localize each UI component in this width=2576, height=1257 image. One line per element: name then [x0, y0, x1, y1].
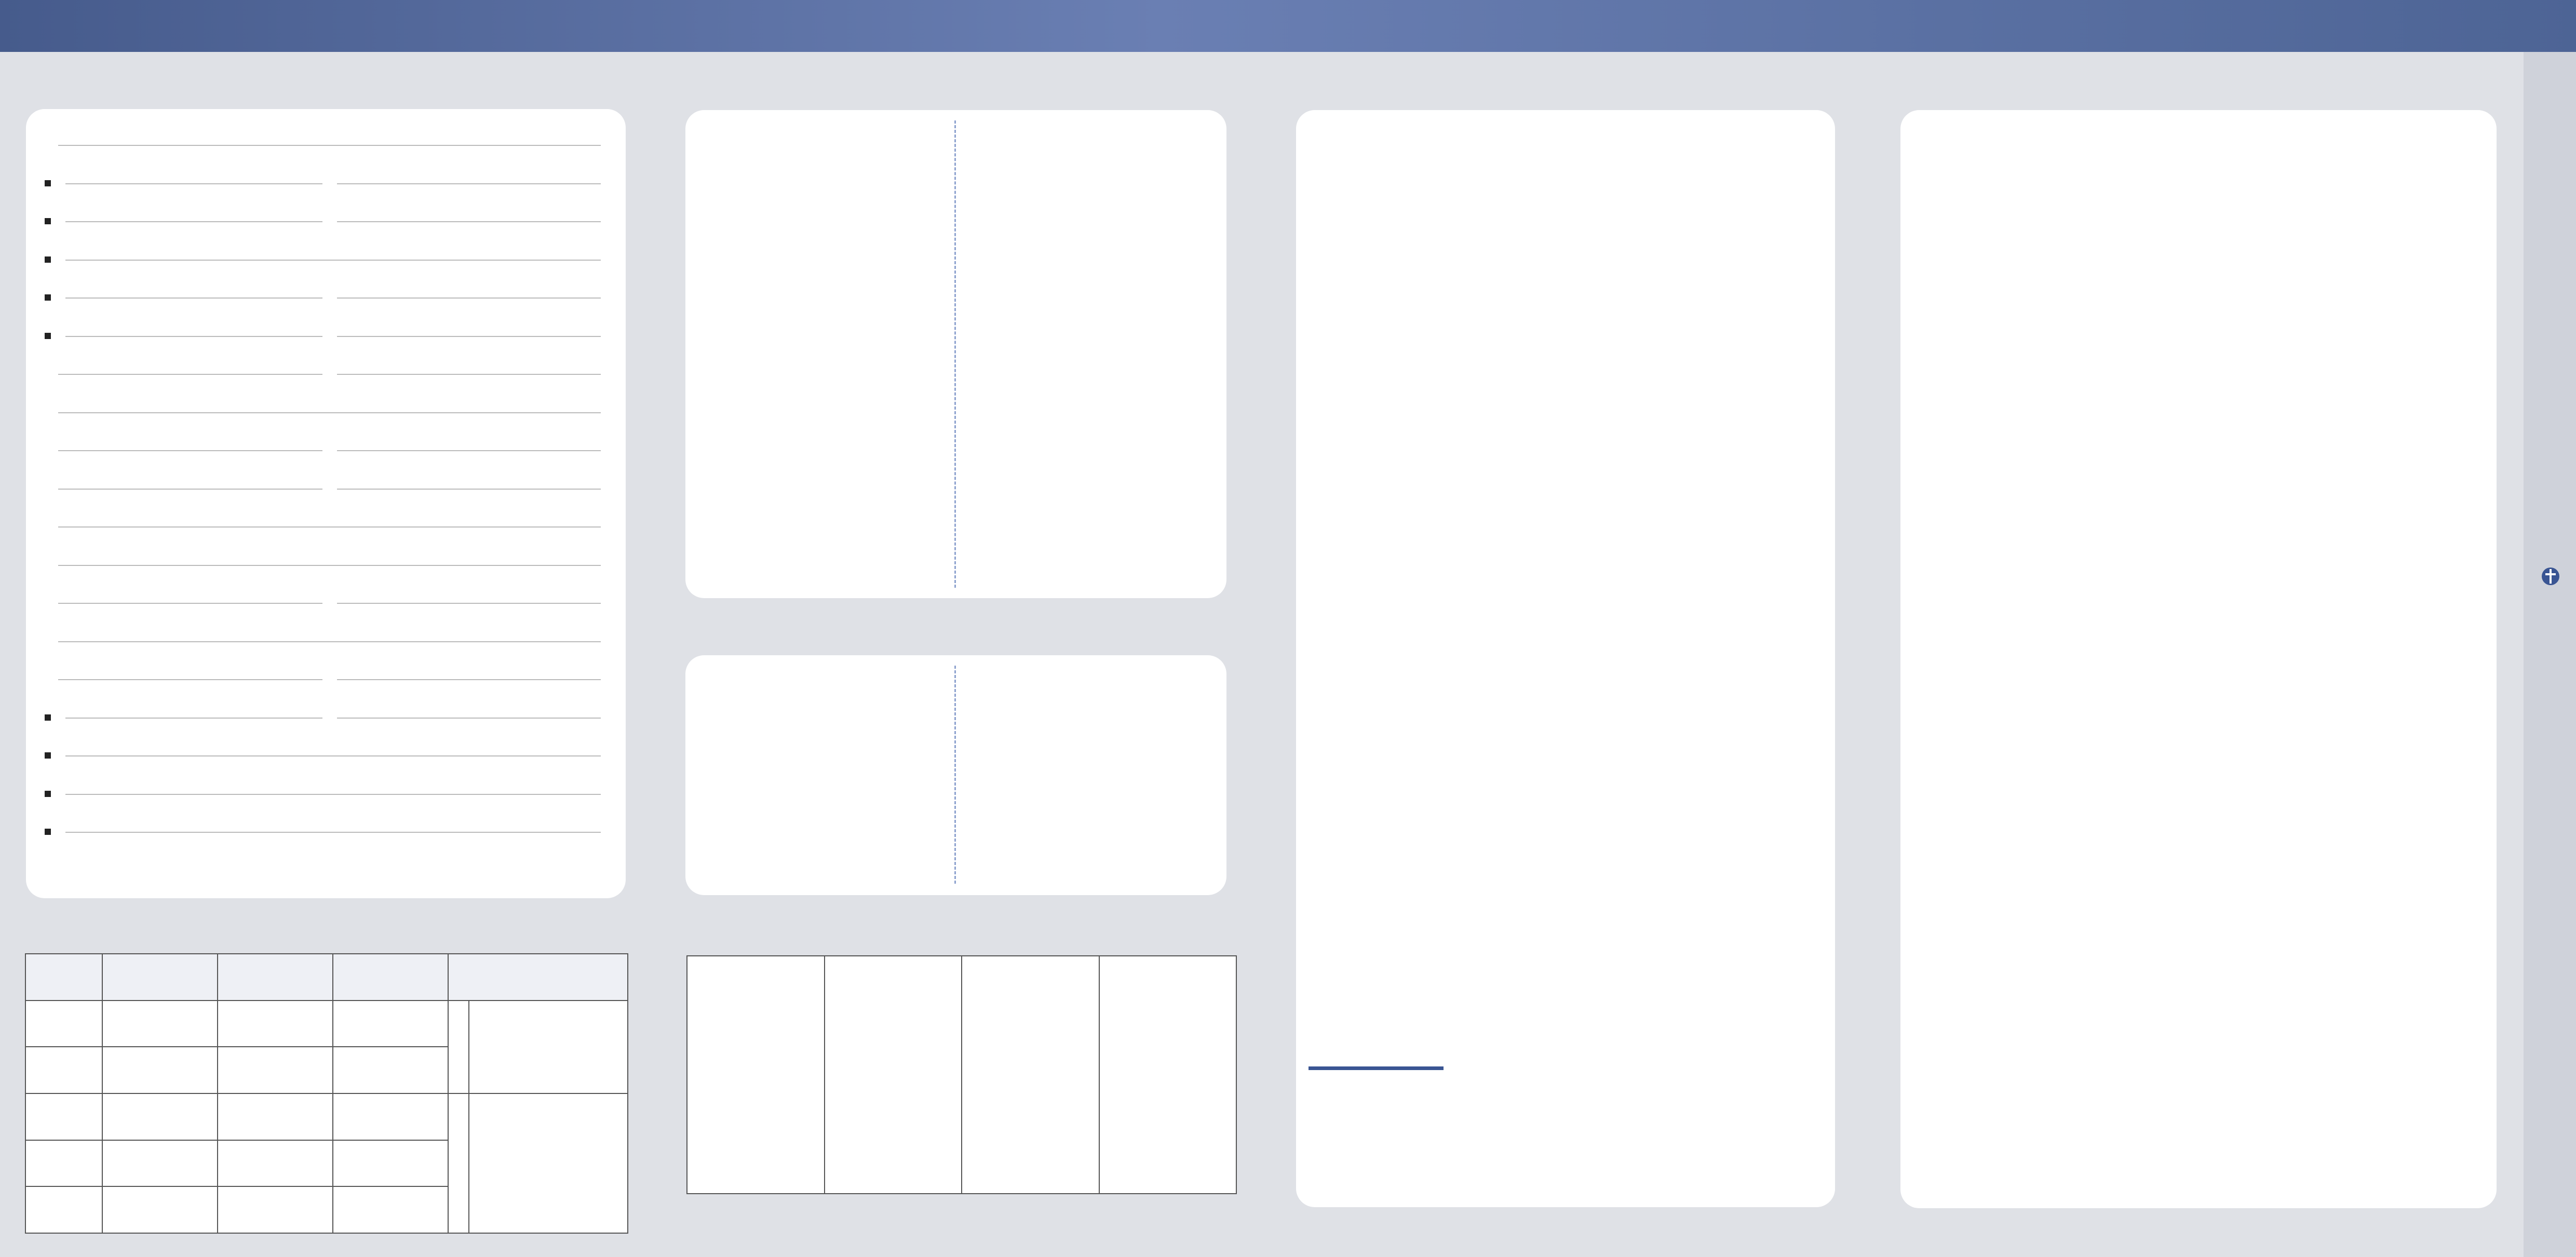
- leader-line: [58, 641, 601, 642]
- table-cell: [218, 1047, 333, 1093]
- table-row: [687, 956, 1236, 1194]
- order-content: [58, 478, 601, 499]
- th-dec1: [102, 954, 218, 1001]
- table-cell: [25, 1186, 102, 1233]
- leader-line: [58, 832, 601, 833]
- order-row: [58, 554, 601, 576]
- table-cell: [25, 1047, 102, 1093]
- divider: [954, 666, 956, 884]
- order-content: [58, 439, 601, 461]
- bullet-mark: [45, 714, 51, 721]
- table-cell: [218, 1093, 333, 1140]
- leader-line: [58, 565, 601, 566]
- order-content-text: [322, 707, 337, 727]
- offering-card: [1296, 110, 1835, 1207]
- leader-line: [58, 755, 601, 756]
- leader-line: [58, 794, 601, 795]
- usher-label: [448, 1093, 469, 1233]
- church-news-card: [1900, 110, 2497, 1208]
- table-cell: [218, 1001, 333, 1047]
- order-content: [58, 707, 601, 728]
- service-committee-table: [25, 953, 628, 1234]
- bullet-mark: [45, 256, 51, 263]
- table-cell: [333, 1093, 448, 1140]
- order-content-text: [322, 669, 337, 689]
- right-margin-strip: [2524, 52, 2576, 1257]
- order-content: [58, 592, 601, 614]
- table-cell: [25, 1093, 102, 1140]
- order-row: [58, 592, 601, 614]
- order-content-text: [322, 440, 337, 460]
- table-cell: [218, 1186, 333, 1233]
- church-logo-icon: [2540, 566, 2561, 587]
- order-row: [58, 401, 601, 423]
- order-row: [58, 363, 601, 385]
- bullet-mark: [45, 294, 51, 301]
- order-label: [58, 783, 65, 805]
- bullet-mark: [45, 791, 51, 797]
- order-content: [58, 287, 601, 308]
- table-cell: [102, 1186, 218, 1233]
- order-rows: [58, 134, 601, 861]
- order-row: [58, 287, 601, 308]
- table-cell: [25, 1140, 102, 1187]
- bullet-mark: [45, 180, 51, 186]
- online-bar: [1309, 1066, 1444, 1070]
- order-row: [58, 745, 601, 766]
- divider: [954, 120, 956, 588]
- order-row: [58, 821, 601, 843]
- order-row: [58, 325, 601, 347]
- offering-names: [469, 1001, 628, 1093]
- usher-names: [469, 1093, 628, 1233]
- order-content: [58, 325, 601, 347]
- leader-line: [58, 145, 601, 146]
- order-row: [58, 134, 601, 156]
- table-cell: [102, 1001, 218, 1047]
- order-row: [58, 172, 601, 194]
- order-content-text: [322, 478, 337, 498]
- table-cell: [1099, 956, 1237, 1194]
- leader-line: [58, 412, 601, 413]
- prayer-card: [685, 655, 1226, 895]
- order-content: [58, 210, 601, 232]
- order-content-text: [322, 173, 337, 193]
- leader-line: [58, 260, 601, 261]
- order-content-text: [322, 287, 337, 307]
- order-row: [58, 210, 601, 232]
- order-content-text: [322, 363, 337, 384]
- leader-line: [58, 526, 601, 528]
- table-cell: [333, 1140, 448, 1187]
- order-content: [58, 363, 601, 385]
- table-cell: [962, 956, 1099, 1194]
- morning-order-card: [26, 109, 626, 898]
- th-offering: [448, 954, 628, 1001]
- table-cell: [825, 956, 962, 1194]
- order-content-text: [322, 326, 337, 346]
- order-row: [58, 630, 601, 652]
- order-row: [58, 783, 601, 805]
- bullet-mark: [45, 829, 51, 835]
- table-cell: [218, 1140, 333, 1187]
- table-cell: [102, 1093, 218, 1140]
- order-content-text: [322, 211, 337, 231]
- order-row: [58, 249, 601, 271]
- bullet-mark: [45, 333, 51, 339]
- order-row: [58, 439, 601, 461]
- mission-support-table: [686, 955, 1237, 1194]
- offering-label: [448, 1001, 469, 1093]
- th-category: [25, 954, 102, 1001]
- th-dec15: [333, 954, 448, 1001]
- order-content: [58, 668, 601, 690]
- order-label: [58, 249, 65, 271]
- order-label: [58, 821, 65, 843]
- table-cell: [25, 1001, 102, 1047]
- order-row: [58, 478, 601, 499]
- online-offering-box: [1298, 1064, 1835, 1207]
- table-cell: [333, 1186, 448, 1233]
- order-row: [58, 707, 601, 728]
- bullet-mark: [45, 218, 51, 224]
- table-cell: [102, 1047, 218, 1093]
- order-row: [58, 516, 601, 537]
- afternoon-wednesday-card: [685, 110, 1226, 598]
- top-color-band: [0, 0, 2576, 52]
- th-dec8: [218, 954, 333, 1001]
- table-cell: [333, 1001, 448, 1047]
- order-content: [58, 172, 601, 194]
- bullet-mark: [45, 752, 51, 759]
- table-cell: [102, 1140, 218, 1187]
- order-row: [58, 668, 601, 690]
- order-content-text: [322, 592, 337, 613]
- table-cell: [333, 1047, 448, 1093]
- table-cell: [687, 956, 825, 1194]
- order-label: [58, 745, 65, 766]
